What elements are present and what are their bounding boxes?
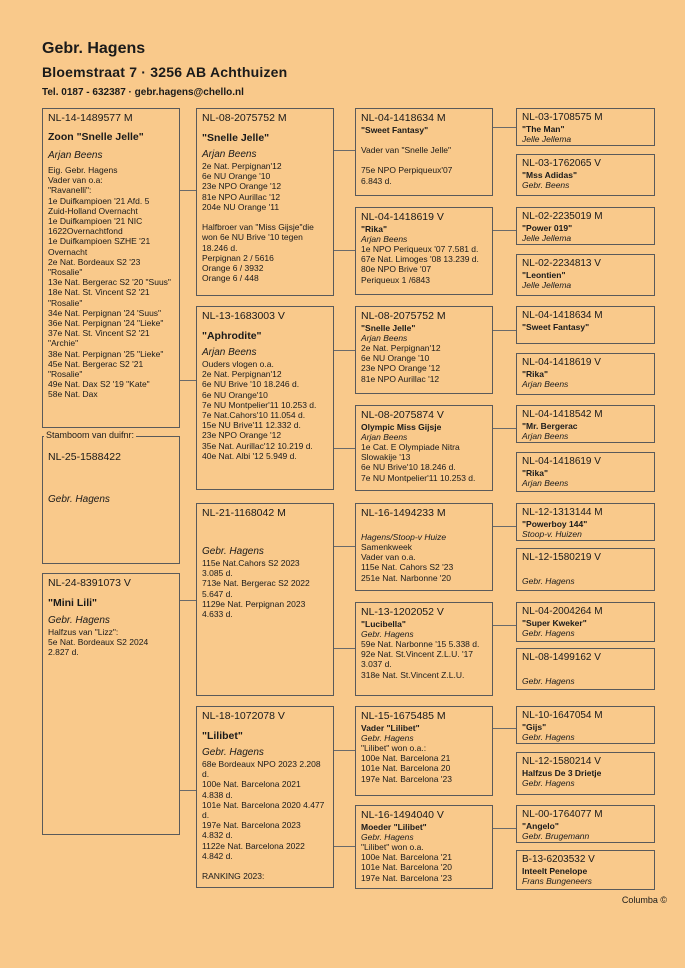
great-grandparent-breeder: Arjan Beens <box>522 478 569 488</box>
grandparent-ring: NL-16-1494040 V <box>361 809 444 821</box>
great-grandparent-name: Inteelt Penelope <box>522 866 588 876</box>
grandparent-details: "Lilibet" won o.a. 100e Nat. Barcelona '21 101e Nat. Barcelona '20 197e Nat. Barcelona '23 <box>361 842 452 883</box>
parent-box <box>196 306 334 490</box>
connector-line <box>493 526 516 527</box>
parent-breeder: Arjan Beens <box>202 347 257 358</box>
great-grandparent-breeder: Jelle Jellema <box>522 280 572 290</box>
grandparent-box <box>355 602 493 696</box>
great-grandparent-ring: NL-12-1580219 V <box>522 552 601 563</box>
connector-line <box>334 846 355 847</box>
connector-line <box>180 600 196 601</box>
great-grandparent-name: "Powerboy 144" <box>522 519 588 529</box>
great-grandparent-breeder: Gebr. Hagens <box>522 628 575 638</box>
grandparent-box <box>355 503 493 591</box>
great-grandparent-ring: NL-08-1499162 V <box>522 652 601 663</box>
great-grandparent-name: "Power 019" <box>522 223 573 233</box>
great-grandparent-box <box>516 752 655 795</box>
great-grandparent-ring: NL-12-1313144 M <box>522 507 603 518</box>
parent-ring: NL-21-1168042 M <box>202 507 286 519</box>
subject-name: Zoon "Snelle Jelle" <box>48 131 144 143</box>
grandparent-ring: NL-13-1202052 V <box>361 606 444 618</box>
great-grandparent-box <box>516 108 655 146</box>
subject-breeder: Arjan Beens <box>48 150 103 161</box>
great-grandparent-name: "Rika" <box>522 468 549 478</box>
great-grandparent-box <box>516 503 655 541</box>
great-grandparent-breeder: Stoop-v. Huizen <box>522 529 582 539</box>
great-grandparent-ring: NL-02-2234813 V <box>522 258 601 269</box>
partner-name: "Mini Lili" <box>48 597 98 609</box>
great-grandparent-box <box>516 548 655 591</box>
grandparent-details: "Lilibet" won o.a.: 100e Nat. Barcelona 21 101e Nat. Barcelona 20 197e Nat. Barcelona '23 <box>361 743 452 784</box>
grandparent-box <box>355 405 493 491</box>
grandparent-box <box>355 306 493 394</box>
great-grandparent-name: "The Man" <box>522 124 565 134</box>
connector-line <box>493 330 516 331</box>
great-grandparent-ring: B-13-6203532 V <box>522 854 595 865</box>
grandparent-name: "Snelle Jelle" <box>361 323 416 333</box>
connector-line <box>493 127 516 128</box>
family-tree-legend: Stamboom van duifnr: <box>46 430 135 440</box>
connector-line <box>493 828 516 829</box>
great-grandparent-name: "Mr. Bergerac <box>522 421 578 431</box>
parent-details: 68e Bordeaux NPO 2023 2.208 d. 100e Nat. Barcelona 2021 4.838 d. 101e Nat. Barcelona 2020 4.477 d. 197e Nat. Barcelona 2023 4.832 d. 1122e Nat. Barcelona 2022 4.842 d. RANKING 2023: <box>202 759 325 882</box>
grandparent-details: 1e NPO Periqueux '07 7.581 d. 67e Nat. Limoges '08 13.239 d. 80e NPO Brive '07 Periqueux 1 /6843 <box>361 244 479 285</box>
grandparent-breeder: Arjan Beens <box>361 333 408 343</box>
connector-line <box>334 150 355 151</box>
connector-line <box>493 625 516 626</box>
parent-name: "Snelle Jelle" <box>202 132 270 144</box>
great-grandparent-ring: NL-04-1418619 V <box>522 357 601 368</box>
family-tree-ring: NL-25-1588422 <box>48 451 121 463</box>
family-tree-breeder: Gebr. Hagens <box>48 494 110 505</box>
great-grandparent-name: "Rika" <box>522 369 549 379</box>
great-grandparent-box <box>516 452 655 492</box>
great-grandparent-breeder: Jelle Jellema <box>522 134 572 144</box>
great-grandparent-breeder: Gebr. Hagens <box>522 676 575 686</box>
grandparent-box <box>355 207 493 295</box>
grandparent-details: 1e Cat. E Olympiade Nitra Slowakije '13 6e NU Brive'10 18.246 d. 7e NU Montpelier'11 10.253 d. <box>361 442 476 483</box>
connector-line <box>334 648 355 649</box>
parent-box <box>196 108 334 296</box>
grandparent-ring: NL-04-1418619 V <box>361 211 444 223</box>
great-grandparent-name: Halfzus De 3 Drietje <box>522 768 602 778</box>
great-grandparent-box <box>516 154 655 196</box>
owner-address: Bloemstraat 7 · 3256 AB Achthuizen <box>42 64 288 80</box>
grandparent-details: 59e Nat. Narbonne '15 5.338 d. 92e Nat. St.Vincent Z.L.U. '17 3.037 d. 318e Nat. St.Vincent Z.L.U. <box>361 639 480 680</box>
connector-line <box>334 350 355 351</box>
great-grandparent-name: "Angelo" <box>522 821 559 831</box>
connector-line <box>180 790 196 791</box>
grandparent-name: "Sweet Fantasy" <box>361 125 429 135</box>
grandparent-ring: NL-04-1418634 M <box>361 112 446 124</box>
great-grandparent-box <box>516 850 655 890</box>
grandparent-breeder: Gebr. Hagens <box>361 832 414 842</box>
great-grandparent-name: "Leontien" <box>522 270 566 280</box>
parent-box <box>196 706 334 888</box>
connector-line <box>334 546 355 547</box>
parent-ring: NL-13-1683003 V <box>202 310 285 322</box>
grandparent-breeder: Hagens/Stoop-v Huize <box>361 532 447 542</box>
parent-details: 2e Nat. Perpignan'12 6e NU Orange '10 23e NPO Orange '12 81e NPO Aurillac '12 204e NU Orange '11 Halfbroer van "Miss Gijsje"die won 6e NU Brive '10 tegen 18.246 d. Perpignan 2 / 5616 Orange 6 / 3932 Orange 6 / 448 <box>202 161 314 284</box>
great-grandparent-breeder: Gebr. Brugemann <box>522 831 590 841</box>
parent-box <box>196 503 334 696</box>
parent-name: "Lilibet" <box>202 730 243 742</box>
connector-line <box>180 380 196 381</box>
great-grandparent-breeder: Frans Bungeneers <box>522 876 592 886</box>
grandparent-details: 2e Nat. Perpignan'12 6e NU Orange '10 23e NPO Orange '12 81e NPO Aurillac '12 <box>361 343 441 384</box>
subject-details: Eig. Gebr. Hagens Vader van o.a: "Ravanelli": 1e Duifkampioen '21 Afd. 5 Zuid-Holland Overnacht 1e Duifkampioen '21 NIC 1622Overnachtfond 1e Duifkampioen SZHE '21 Overnacht 2e Nat. Bordeaux S2 '23 "Rosalie" 13e Nat. Bergerac S2 '20 "Suus" 18e Nat. St. Vincent S2 '21 "Rosalie" 34e Nat. Perpignan '24 'Suus" 36e Nat. Perpignan '24 "Lieke" 37e Nat. St. Vincent S2 '21 "Archie" 38e Nat. Perpignan '25 "Lieke" 45e Nat. Bergerac S2 '21 "Rosalie" 49e Nat. Dax S2 '19 "Kate" 58e Nat. Dax <box>48 165 171 400</box>
great-grandparent-breeder: Gebr. Hagens <box>522 732 575 742</box>
grandparent-name: "Rika" <box>361 224 388 234</box>
great-grandparent-ring: NL-12-1580214 V <box>522 756 601 767</box>
great-grandparent-ring: NL-04-1418634 M <box>522 310 603 321</box>
grandparent-breeder: Gebr. Hagens <box>361 733 414 743</box>
owner-contact: Tel. 0187 - 632387 · gebr.hagens@chello.nl <box>42 87 244 98</box>
great-grandparent-name: "Sweet Fantasy" <box>522 322 590 332</box>
grandparent-ring: NL-15-1675485 M <box>361 710 446 722</box>
great-grandparent-ring: NL-03-1762065 V <box>522 158 601 169</box>
great-grandparent-name: "Mss Adidas" <box>522 170 577 180</box>
grandparent-details: Samenkweek Vader van o.a. 115e Nat. Cahors S2 '23 251e Nat. Narbonne '20 <box>361 542 454 583</box>
grandparent-breeder: Arjan Beens <box>361 432 408 442</box>
grandparent-details: Vader van "Snelle Jelle" 75e NPO Perpiqueux'07 6.843 d. <box>361 145 453 186</box>
great-grandparent-box <box>516 405 655 443</box>
connector-line <box>493 728 516 729</box>
great-grandparent-breeder: Gebr. Hagens <box>522 778 575 788</box>
grandparent-name: Vader "Lilibet" <box>361 723 420 733</box>
great-grandparent-name: "Super Kweker" <box>522 618 587 628</box>
great-grandparent-box <box>516 306 655 344</box>
connector-line <box>334 750 355 751</box>
connector-line <box>334 448 355 449</box>
great-grandparent-box <box>516 648 655 690</box>
great-grandparent-box <box>516 805 655 843</box>
parent-breeder: Gebr. Hagens <box>202 747 264 758</box>
great-grandparent-breeder: Gebr. Hagens <box>522 576 575 586</box>
great-grandparent-box <box>516 254 655 296</box>
partner-box <box>42 573 180 835</box>
parent-breeder: Gebr. Hagens <box>202 546 264 557</box>
great-grandparent-box <box>516 706 655 744</box>
parent-ring: NL-08-2075752 M <box>202 112 287 124</box>
great-grandparent-breeder: Arjan Beens <box>522 379 569 389</box>
grandparent-name: Olympic Miss Gijsje <box>361 422 442 432</box>
family-tree-box <box>42 436 180 564</box>
great-grandparent-breeder: Arjan Beens <box>522 431 569 441</box>
partner-details: Halfzus van "Lizz": 5e Nat. Bordeaux S2 2024 2.827 d. <box>48 627 149 658</box>
partner-breeder: Gebr. Hagens <box>48 615 110 626</box>
great-grandparent-box <box>516 353 655 395</box>
grandparent-breeder: Arjan Beens <box>361 234 408 244</box>
grandparent-box <box>355 805 493 889</box>
great-grandparent-ring: NL-04-1418619 V <box>522 456 601 467</box>
great-grandparent-breeder: Jelle Jellema <box>522 233 572 243</box>
great-grandparent-ring: NL-04-2004264 M <box>522 606 603 617</box>
parent-details: Ouders vlogen o.a. 2e Nat. Perpignan'12 6e NU Brive '10 18.246 d. 6e NU Orange'10 7e NU Montpelier'11 10.253 d. 7e Nat.Cahors'10 11.054 d. 15e NU Brive'11 12.332 d. 23e NPO Orange '12 35e Nat. Aurillac'12 10.219 d. 40e Nat. Albi '12 5.949 d. <box>202 359 317 461</box>
grandparent-name: "Lucibella" <box>361 619 406 629</box>
great-grandparent-ring: NL-04-1418542 M <box>522 409 603 420</box>
great-grandparent-name: "Gijs" <box>522 722 547 732</box>
grandparent-ring: NL-08-2075874 V <box>361 409 444 421</box>
great-grandparent-box <box>516 602 655 642</box>
great-grandparent-ring: NL-00-1764077 M <box>522 809 603 820</box>
grandparent-ring: NL-08-2075752 M <box>361 310 446 322</box>
great-grandparent-breeder: Gebr. Beens <box>522 180 570 190</box>
parent-ring: NL-18-1072078 V <box>202 710 285 722</box>
grandparent-name: Moeder "Lilibet" <box>361 822 427 832</box>
parent-breeder: Arjan Beens <box>202 149 257 160</box>
great-grandparent-ring: NL-10-1647054 M <box>522 710 603 721</box>
connector-line <box>180 190 196 191</box>
subject-box <box>42 108 180 428</box>
footer-credit: Columba © <box>621 895 667 905</box>
great-grandparent-box <box>516 207 655 245</box>
owner-name: Gebr. Hagens <box>42 40 146 57</box>
connector-line <box>493 230 516 231</box>
connector-line <box>334 250 355 251</box>
grandparent-box <box>355 706 493 796</box>
subject-ring: NL-14-1489577 M <box>48 112 133 124</box>
grandparent-box <box>355 108 493 196</box>
connector-line <box>493 428 516 429</box>
grandparent-ring: NL-16-1494233 M <box>361 507 446 519</box>
great-grandparent-ring: NL-03-1708575 M <box>522 112 603 123</box>
parent-name: "Aphrodite" <box>202 330 262 342</box>
grandparent-breeder: Gebr. Hagens <box>361 629 414 639</box>
partner-ring: NL-24-8391073 V <box>48 577 131 589</box>
parent-details: 115e Nat.Cahors S2 2023 3.085 d. 713e Nat. Bergerac S2 2022 5.647 d. 1129e Nat. Perpignan 2023 4.633 d. <box>202 558 310 620</box>
great-grandparent-ring: NL-02-2235019 M <box>522 211 603 222</box>
